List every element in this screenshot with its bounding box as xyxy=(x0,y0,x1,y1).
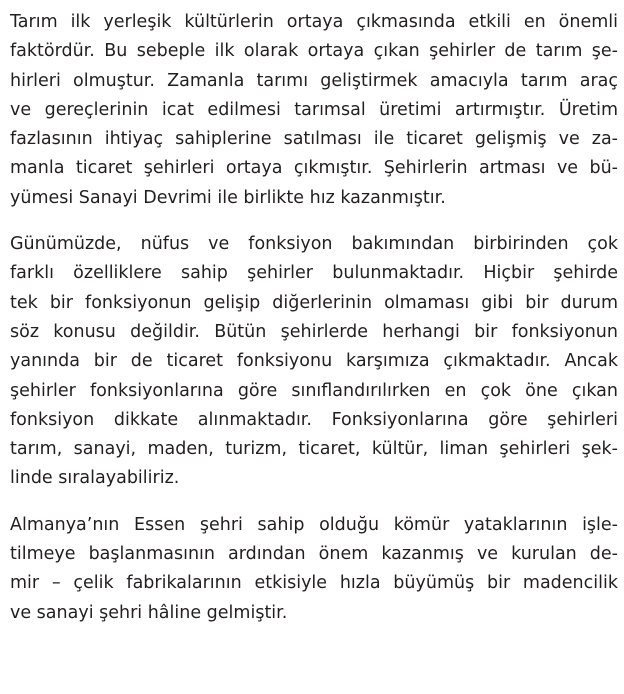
text-line: ve sanayi şehri hâline gelmiştir. xyxy=(10,602,288,623)
text-line: tilmeye başlanmasının ardından önem kazanmış ve kurulan de- xyxy=(10,544,618,565)
paragraph-1 xyxy=(10,8,618,213)
paragraph-3 xyxy=(10,511,618,628)
text-line: şehirler fonksiyonlarına göre sınıflandırılırken en çok öne çıkan xyxy=(10,380,618,401)
text-line: tek bir fonksiyonun gelişip diğerlerinin olmaması gibi bir durum xyxy=(10,292,618,313)
text-line: Tarım ilk yerleşik kültürlerin ortaya çıkmasında etkili en önemli xyxy=(10,12,618,32)
text-line: manla ticaret şehirleri ortaya çıkmıştır. Şehirlerin artması ve bü- xyxy=(10,158,618,179)
text-line: farklı özelliklere sahip şehirler bulunmaktadır. Hiçbir şehirde xyxy=(10,263,618,284)
text-line: ve gereçlerinin icat edilmesi tarımsal üretimi artırmıştır. Üretim xyxy=(10,99,618,120)
text-line: faktördür. Bu sebeple ilk olarak ortaya çıkan şehirler de tarım şe- xyxy=(10,41,618,62)
text-line: mir – çelik fabrikalarının etkisiyle hızla büyümüş bir madencilik xyxy=(10,573,618,594)
document-body xyxy=(10,8,618,628)
text-line: Günümüzde, nüfus ve fonksiyon bakımından birbirinden çok xyxy=(10,234,618,255)
text-line: Almanya’nın Essen şehri sahip olduğu kömür yataklarının işle- xyxy=(10,514,618,535)
text-line: linde sıralayabiliriz. xyxy=(10,468,180,489)
paragraph-2 xyxy=(10,230,618,494)
text-line: fazlasının ihtiyaç sahiplerine satılması ile ticaret gelişmiş ve za- xyxy=(10,129,618,150)
text-line: yümesi Sanayi Devrimi ile birlikte hız kazanmıştır. xyxy=(10,187,446,208)
text-line: fonksiyon dikkate alınmaktadır. Fonksiyonlarına göre şehirleri xyxy=(10,409,618,430)
text-line: tarım, sanayi, maden, turizm, ticaret, kültür, liman şehirleri şek- xyxy=(10,439,618,460)
text-line: söz konusu değildir. Bütün şehirlerde herhangi bir fonksiyonun xyxy=(10,321,618,342)
text-line: hirleri olmuştur. Zamanla tarımı geliştirmek amacıyla tarım araç xyxy=(10,70,618,91)
text-line: yanında bir de ticaret fonksiyonu karşımıza çıkmaktadır. Ancak xyxy=(10,351,618,372)
